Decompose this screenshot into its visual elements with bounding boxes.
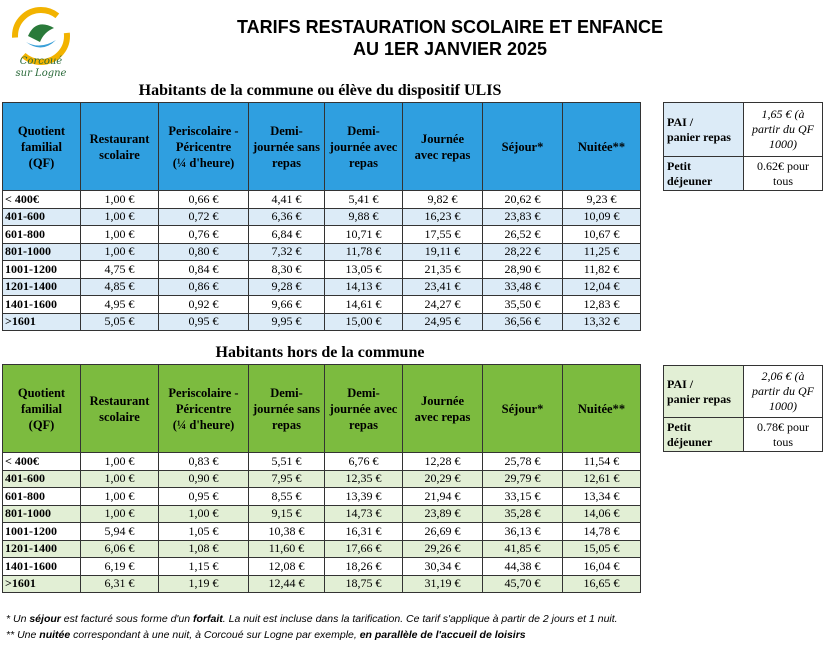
qf-bracket-cell: 601-800 <box>3 488 81 506</box>
petit-dejeuner-value: 0.62€ pour tous <box>744 157 823 191</box>
side-table-commune <box>663 102 823 191</box>
price-cell-demi-journee-sans-repas: 7,32 € <box>249 243 325 261</box>
header-nuitee: Nuitée** <box>563 103 641 191</box>
table-row <box>3 540 641 558</box>
price-cell-sejour: 36,56 € <box>483 313 563 331</box>
price-cell-restaurant-scolaire: 1,00 € <box>81 453 159 471</box>
petit-dejeuner-label: Petit déjeuner <box>664 418 744 452</box>
price-cell-demi-journee-sans-repas: 9,95 € <box>249 313 325 331</box>
price-cell-demi-journee-avec-repas: 15,00 € <box>325 313 403 331</box>
price-cell-periscolaire: 1,05 € <box>159 523 249 541</box>
pai-label: PAI / panier repas <box>664 366 744 418</box>
page-title <box>180 16 720 60</box>
qf-bracket-cell: 1001-1200 <box>3 261 81 279</box>
table-row <box>3 313 641 331</box>
price-cell-periscolaire: 1,19 € <box>159 575 249 593</box>
price-cell-demi-journee-avec-repas: 12,35 € <box>325 470 403 488</box>
price-cell-nuitee: 10,67 € <box>563 226 641 244</box>
section-title-hors-commune: Habitants hors de la commune <box>215 344 425 361</box>
price-cell-demi-journee-sans-repas: 9,15 € <box>249 505 325 523</box>
header-sejour: Séjour* <box>483 103 563 191</box>
price-cell-demi-journee-avec-repas: 13,39 € <box>325 488 403 506</box>
tarif-table-hors-commune <box>2 364 641 593</box>
title-line-2: AU 1ER JANVIER 2025 <box>352 39 548 59</box>
price-cell-nuitee: 11,54 € <box>563 453 641 471</box>
pai-value: 2,06 € (à partir du QF 1000) <box>744 366 823 418</box>
price-cell-demi-journee-sans-repas: 12,44 € <box>249 575 325 593</box>
price-cell-nuitee: 12,83 € <box>563 296 641 314</box>
table-header-row <box>3 365 641 453</box>
header-nuitee: Nuitée** <box>563 365 641 453</box>
price-cell-periscolaire: 0,86 € <box>159 278 249 296</box>
qf-bracket-cell: 1001-1200 <box>3 523 81 541</box>
header-periscolaire: Periscolaire - Péricentre (¼ d'heure) <box>159 103 249 191</box>
table-header-row <box>3 103 641 191</box>
price-cell-sejour: 25,78 € <box>483 453 563 471</box>
price-cell-journee-avec-repas: 20,29 € <box>403 470 483 488</box>
price-cell-nuitee: 9,23 € <box>563 191 641 209</box>
price-cell-sejour: 28,22 € <box>483 243 563 261</box>
qf-bracket-cell: 1201-1400 <box>3 278 81 296</box>
petit-dejeuner-label: Petit déjeuner <box>664 157 744 191</box>
price-cell-journee-avec-repas: 23,89 € <box>403 505 483 523</box>
price-cell-sejour: 33,48 € <box>483 278 563 296</box>
price-cell-restaurant-scolaire: 5,94 € <box>81 523 159 541</box>
table-row <box>3 208 641 226</box>
header-demi-journee-sans-repas: Demi- journée sans repas <box>249 103 325 191</box>
price-cell-demi-journee-sans-repas: 8,55 € <box>249 488 325 506</box>
price-cell-demi-journee-avec-repas: 14,73 € <box>325 505 403 523</box>
table-row <box>3 453 641 471</box>
price-cell-nuitee: 13,34 € <box>563 488 641 506</box>
table-row <box>3 261 641 279</box>
header-demi-journee-sans-repas: Demi- journée sans repas <box>249 365 325 453</box>
price-cell-nuitee: 14,78 € <box>563 523 641 541</box>
svg-text:Corcoué: Corcoué <box>19 56 63 67</box>
price-cell-demi-journee-avec-repas: 11,78 € <box>325 243 403 261</box>
header-sejour: Séjour* <box>483 365 563 453</box>
footnotes <box>6 611 821 643</box>
qf-bracket-cell: 601-800 <box>3 226 81 244</box>
qf-bracket-cell: < 400€ <box>3 453 81 471</box>
table-row <box>3 226 641 244</box>
table-row <box>3 191 641 209</box>
header-qf: Quotient familial (QF) <box>3 103 81 191</box>
table-row <box>3 523 641 541</box>
footnote-sejour: * Un séjour est facturé sous forme d'un forfait. La nuit est incluse dans la tarification. Ce tarif s'applique à partir de 2 jours et 1 nuit. <box>6 613 618 625</box>
price-cell-nuitee: 16,65 € <box>563 575 641 593</box>
price-cell-restaurant-scolaire: 1,00 € <box>81 208 159 226</box>
price-cell-nuitee: 15,05 € <box>563 540 641 558</box>
qf-bracket-cell: 801-1000 <box>3 505 81 523</box>
table-row <box>3 296 641 314</box>
price-cell-sejour: 44,38 € <box>483 558 563 576</box>
price-cell-demi-journee-avec-repas: 16,31 € <box>325 523 403 541</box>
price-cell-journee-avec-repas: 12,28 € <box>403 453 483 471</box>
price-cell-journee-avec-repas: 29,26 € <box>403 540 483 558</box>
price-cell-journee-avec-repas: 21,94 € <box>403 488 483 506</box>
petit-dejeuner-value: 0.78€ pour tous <box>744 418 823 452</box>
price-cell-demi-journee-sans-repas: 4,41 € <box>249 191 325 209</box>
price-cell-demi-journee-avec-repas: 10,71 € <box>325 226 403 244</box>
price-cell-sejour: 45,70 € <box>483 575 563 593</box>
price-cell-demi-journee-sans-repas: 7,95 € <box>249 470 325 488</box>
price-cell-restaurant-scolaire: 4,75 € <box>81 261 159 279</box>
price-cell-periscolaire: 0,92 € <box>159 296 249 314</box>
qf-bracket-cell: >1601 <box>3 313 81 331</box>
price-cell-periscolaire: 0,83 € <box>159 453 249 471</box>
price-cell-periscolaire: 0,80 € <box>159 243 249 261</box>
price-cell-restaurant-scolaire: 6,06 € <box>81 540 159 558</box>
price-cell-journee-avec-repas: 17,55 € <box>403 226 483 244</box>
tarif-table-commune <box>2 102 641 331</box>
price-cell-periscolaire: 0,90 € <box>159 470 249 488</box>
price-cell-nuitee: 12,61 € <box>563 470 641 488</box>
price-cell-sejour: 35,28 € <box>483 505 563 523</box>
price-cell-periscolaire: 0,95 € <box>159 488 249 506</box>
price-cell-sejour: 26,52 € <box>483 226 563 244</box>
title-line-1: TARIFS RESTAURATION SCOLAIRE ET ENFANCE <box>236 17 663 37</box>
price-cell-sejour: 33,15 € <box>483 488 563 506</box>
price-cell-sejour: 23,83 € <box>483 208 563 226</box>
header-demi-journee-avec-repas: Demi- journée avec repas <box>325 365 403 453</box>
price-cell-demi-journee-avec-repas: 9,88 € <box>325 208 403 226</box>
price-cell-journee-avec-repas: 30,34 € <box>403 558 483 576</box>
qf-bracket-cell: 1401-1600 <box>3 558 81 576</box>
price-cell-demi-journee-sans-repas: 5,51 € <box>249 453 325 471</box>
header-demi-journee-avec-repas: Demi- journée avec repas <box>325 103 403 191</box>
price-cell-journee-avec-repas: 21,35 € <box>403 261 483 279</box>
price-cell-sejour: 29,79 € <box>483 470 563 488</box>
price-cell-nuitee: 16,04 € <box>563 558 641 576</box>
corcoue-logo <box>8 6 74 80</box>
price-cell-restaurant-scolaire: 1,00 € <box>81 226 159 244</box>
price-cell-nuitee: 11,82 € <box>563 261 641 279</box>
price-cell-periscolaire: 0,76 € <box>159 226 249 244</box>
price-cell-nuitee: 14,06 € <box>563 505 641 523</box>
table-row <box>3 278 641 296</box>
price-cell-demi-journee-avec-repas: 14,61 € <box>325 296 403 314</box>
qf-bracket-cell: < 400€ <box>3 191 81 209</box>
price-cell-sejour: 36,13 € <box>483 523 563 541</box>
price-cell-demi-journee-avec-repas: 13,05 € <box>325 261 403 279</box>
qf-bracket-cell: 1201-1400 <box>3 540 81 558</box>
price-cell-journee-avec-repas: 16,23 € <box>403 208 483 226</box>
pai-value: 1,65 € (à partir du QF 1000) <box>744 103 823 157</box>
header-journee-avec-repas: Journée avec repas <box>403 365 483 453</box>
price-cell-demi-journee-sans-repas: 9,28 € <box>249 278 325 296</box>
price-cell-periscolaire: 0,84 € <box>159 261 249 279</box>
table-row <box>3 243 641 261</box>
price-cell-journee-avec-repas: 24,95 € <box>403 313 483 331</box>
side-table-hors-commune <box>663 365 823 452</box>
price-cell-sejour: 35,50 € <box>483 296 563 314</box>
price-cell-demi-journee-sans-repas: 8,30 € <box>249 261 325 279</box>
qf-bracket-cell: 1401-1600 <box>3 296 81 314</box>
price-cell-journee-avec-repas: 26,69 € <box>403 523 483 541</box>
price-cell-nuitee: 13,32 € <box>563 313 641 331</box>
price-cell-demi-journee-avec-repas: 5,41 € <box>325 191 403 209</box>
price-cell-periscolaire: 0,95 € <box>159 313 249 331</box>
price-cell-demi-journee-sans-repas: 6,36 € <box>249 208 325 226</box>
price-cell-periscolaire: 1,08 € <box>159 540 249 558</box>
price-cell-demi-journee-avec-repas: 14,13 € <box>325 278 403 296</box>
price-cell-restaurant-scolaire: 5,05 € <box>81 313 159 331</box>
header-journee-avec-repas: Journée avec repas <box>403 103 483 191</box>
price-cell-nuitee: 10,09 € <box>563 208 641 226</box>
price-cell-demi-journee-avec-repas: 17,66 € <box>325 540 403 558</box>
table-row <box>3 470 641 488</box>
price-cell-restaurant-scolaire: 6,19 € <box>81 558 159 576</box>
price-cell-periscolaire: 0,72 € <box>159 208 249 226</box>
price-cell-restaurant-scolaire: 1,00 € <box>81 191 159 209</box>
table-row <box>3 505 641 523</box>
pai-label: PAI / panier repas <box>664 103 744 157</box>
table-row <box>3 575 641 593</box>
price-cell-demi-journee-sans-repas: 10,38 € <box>249 523 325 541</box>
footnote-nuitee: ** Une nuitée correspondant à une nuit, à Corcoué sur Logne par exemple, en parallèle de l'accueil de loisirs <box>6 629 526 641</box>
price-cell-restaurant-scolaire: 1,00 € <box>81 470 159 488</box>
price-cell-restaurant-scolaire: 4,95 € <box>81 296 159 314</box>
price-cell-journee-avec-repas: 9,82 € <box>403 191 483 209</box>
qf-bracket-cell: 801-1000 <box>3 243 81 261</box>
price-cell-demi-journee-avec-repas: 18,26 € <box>325 558 403 576</box>
qf-bracket-cell: 401-600 <box>3 208 81 226</box>
price-cell-restaurant-scolaire: 1,00 € <box>81 488 159 506</box>
price-cell-restaurant-scolaire: 6,31 € <box>81 575 159 593</box>
header-restaurant-scolaire: Restaurant scolaire <box>81 103 159 191</box>
svg-text:sur Logne: sur Logne <box>15 68 67 79</box>
price-cell-journee-avec-repas: 24,27 € <box>403 296 483 314</box>
price-cell-periscolaire: 0,66 € <box>159 191 249 209</box>
price-cell-demi-journee-avec-repas: 18,75 € <box>325 575 403 593</box>
price-cell-sejour: 28,90 € <box>483 261 563 279</box>
header-restaurant-scolaire: Restaurant scolaire <box>81 365 159 453</box>
header-qf: Quotient familial (QF) <box>3 365 81 453</box>
price-cell-demi-journee-sans-repas: 9,66 € <box>249 296 325 314</box>
section-title-commune: Habitants de la commune ou élève du dispositif ULIS <box>138 82 502 99</box>
price-cell-sejour: 20,62 € <box>483 191 563 209</box>
header-periscolaire: Periscolaire - Péricentre (¼ d'heure) <box>159 365 249 453</box>
price-cell-nuitee: 11,25 € <box>563 243 641 261</box>
price-cell-demi-journee-sans-repas: 11,60 € <box>249 540 325 558</box>
price-cell-demi-journee-avec-repas: 6,76 € <box>325 453 403 471</box>
price-cell-journee-avec-repas: 19,11 € <box>403 243 483 261</box>
table-row <box>3 488 641 506</box>
qf-bracket-cell: >1601 <box>3 575 81 593</box>
price-cell-sejour: 41,85 € <box>483 540 563 558</box>
table-row <box>3 558 641 576</box>
price-cell-restaurant-scolaire: 1,00 € <box>81 243 159 261</box>
price-cell-restaurant-scolaire: 1,00 € <box>81 505 159 523</box>
price-cell-nuitee: 12,04 € <box>563 278 641 296</box>
price-cell-periscolaire: 1,00 € <box>159 505 249 523</box>
qf-bracket-cell: 401-600 <box>3 470 81 488</box>
price-cell-restaurant-scolaire: 4,85 € <box>81 278 159 296</box>
price-cell-journee-avec-repas: 31,19 € <box>403 575 483 593</box>
price-cell-journee-avec-repas: 23,41 € <box>403 278 483 296</box>
price-cell-periscolaire: 1,15 € <box>159 558 249 576</box>
price-cell-demi-journee-sans-repas: 12,08 € <box>249 558 325 576</box>
price-cell-demi-journee-sans-repas: 6,84 € <box>249 226 325 244</box>
